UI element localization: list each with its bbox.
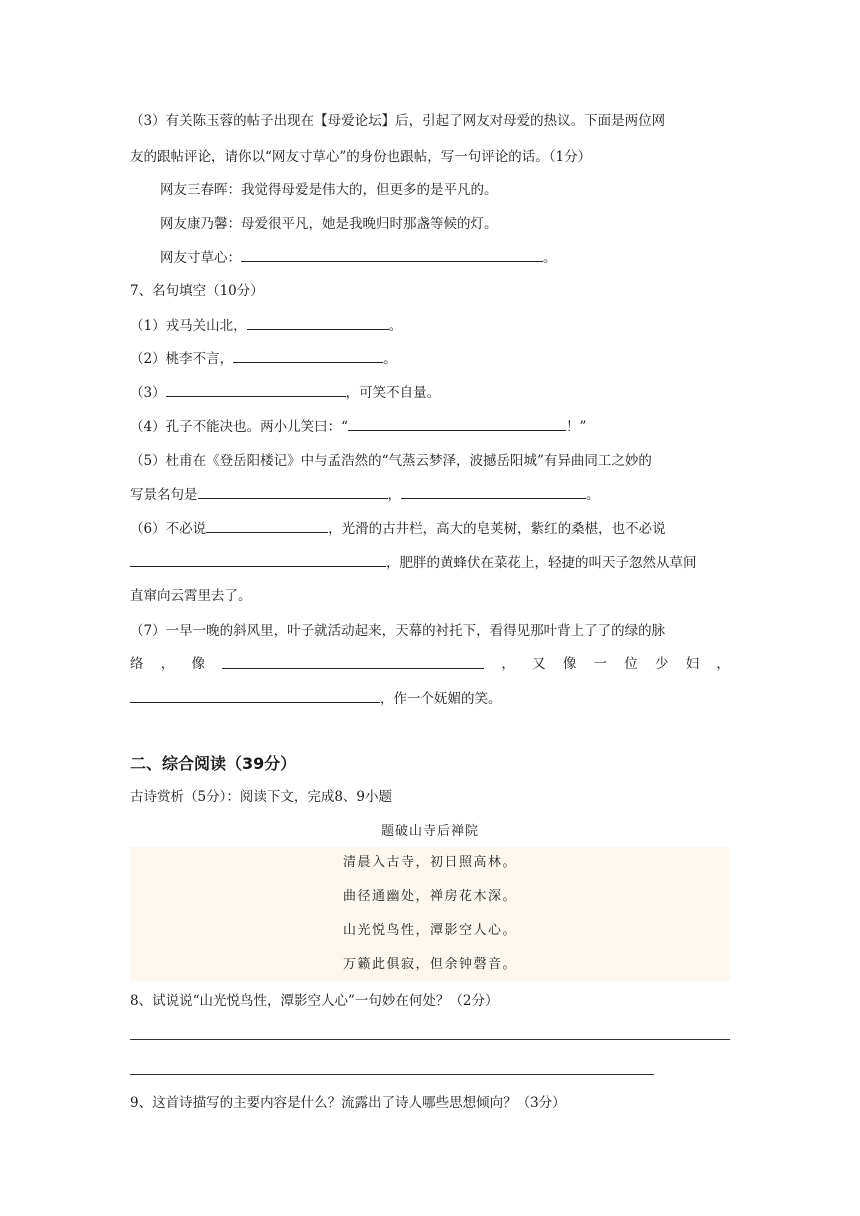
answer-blank[interactable] xyxy=(401,484,586,499)
q3-comment-3 xyxy=(160,247,557,268)
q7-item-7-char: 一 xyxy=(593,656,608,672)
q7-item-7-line-1: （7）一早一晚的斜风里，叶子就活动起来，天幕的衬托下，看得见那叶背上了了的绿的脉 xyxy=(130,623,666,639)
q7-item-1-end: 。 xyxy=(388,318,403,334)
q7-item-7-char: 少 xyxy=(654,656,669,672)
q7-item-5-line-2 xyxy=(130,484,600,505)
answer-blank[interactable] xyxy=(166,382,346,397)
answer-blank[interactable] xyxy=(198,484,388,499)
q7-item-6-line-2 xyxy=(130,552,697,573)
q7-item-7-text: ，作一个妩媚的笑。 xyxy=(380,691,502,707)
q7-item-3-text: ，可笑不自量。 xyxy=(345,385,441,401)
q7-item-7-char: 妇 xyxy=(685,656,700,672)
q7-item-7-line-2 xyxy=(130,654,730,674)
q8-question: 8、试说说“山光悦鸟性，潭影空人心”一句妙在何处？（2分） xyxy=(130,993,499,1009)
poem-line-3: 山光悦鸟性，潭影空人心。 xyxy=(342,923,517,938)
poem-title: 题破山寺后禅院 xyxy=(380,824,479,839)
q7-item-5-comma: ， xyxy=(387,487,401,503)
q7-item-2-end: 。 xyxy=(383,351,397,367)
q9-question: 9、这首诗描写的主要内容是什么？流露出了诗人哪些思想倾向？（3分） xyxy=(130,1095,566,1111)
q7-item-1-text: （1）戎马关山北， xyxy=(130,318,247,334)
q7-item-4-text: （4）孔子不能决也。两小儿笑曰：“ xyxy=(130,419,348,435)
q7-item-7-line-3 xyxy=(130,688,502,709)
q7-item-5-text: 写景名句是 xyxy=(130,487,198,503)
answer-blank[interactable] xyxy=(233,348,383,363)
q7-item-6-line-3: 直窜向云霄里去了。 xyxy=(130,588,252,604)
poem-line-2: 曲径通幽处，禅房花木深。 xyxy=(342,889,517,904)
q3-comment-3-end: 。 xyxy=(543,250,557,266)
q7-item-6-text-2: ，肥胖的黄蜂伏在菜花上，轻捷的叫天子忽然从草间 xyxy=(386,555,697,571)
answer-blank[interactable] xyxy=(130,552,386,567)
section-2-title: 二、综合阅读（39分） xyxy=(130,754,297,773)
q3-comment-1: 网友三春晖：我觉得母爱是伟大的，但更多的是平凡的。 xyxy=(160,182,498,198)
q7-item-5-line-1: （5）杜甫在《登岳阳楼记》中与孟浩然的“气蒸云梦泽，波撼岳阳城”有异曲同工之妙的 xyxy=(130,453,652,469)
q7-item-3 xyxy=(130,382,440,403)
q8-answer-line-1[interactable] xyxy=(130,1039,730,1040)
q7-item-6-text: ，光滑的古井栏，高大的皂荚树，紫红的桑椹，也不必说 xyxy=(328,521,666,537)
q7-item-7-char: 位 xyxy=(624,656,638,672)
answer-blank[interactable] xyxy=(222,654,484,669)
q7-item-2 xyxy=(130,348,397,369)
poem-line-4: 万籁此俱寂，但余钟磬音。 xyxy=(342,957,517,972)
q7-item-4-end: ！” xyxy=(566,419,587,435)
q7-item-4 xyxy=(130,416,586,437)
q3-line-2: 友的跟帖评论，请你以“网友寸草心”的身份也跟帖，写一句评论的话。（1分） xyxy=(130,149,592,165)
q7-item-7-char: 像 xyxy=(191,656,205,672)
poem-line-1: 清晨入古寺，初日照高林。 xyxy=(342,855,517,870)
answer-blank[interactable] xyxy=(206,518,328,533)
answer-blank[interactable] xyxy=(130,688,380,703)
q7-item-7-char: 又 xyxy=(532,656,546,672)
q7-item-2-text: （2）桃李不言， xyxy=(130,351,234,367)
q7-title: 7、名句填空（10分） xyxy=(130,283,264,299)
q7-item-1 xyxy=(130,315,402,336)
q3-line-1: （3）有关陈玉蓉的帖子出现在【母爱论坛】后，引起了网友对母爱的热议。下面是两位网 xyxy=(130,113,666,129)
q3-comment-2: 网友康乃馨：母爱很平凡，她是我晚归时那盏等候的灯。 xyxy=(160,216,498,232)
q7-item-5-end: 。 xyxy=(586,487,600,503)
section-2-intro: 古诗赏析（5分）：阅读下文，完成8、9小题 xyxy=(130,789,393,805)
q7-item-7-char: ， xyxy=(716,656,730,672)
answer-blank[interactable] xyxy=(241,247,543,262)
poem-box xyxy=(130,847,730,981)
q7-item-7-char: 像 xyxy=(562,656,577,672)
q7-item-7-char: 络 xyxy=(130,656,144,672)
q3-comment-3-label: 网友寸草心： xyxy=(160,250,241,266)
q8-answer-line-2[interactable] xyxy=(130,1074,654,1075)
q7-item-6-label: （6）不必说 xyxy=(130,521,207,537)
q7-item-7-char: ， xyxy=(160,656,175,672)
q7-item-3-label: （3） xyxy=(130,385,166,401)
answer-blank[interactable] xyxy=(348,416,566,431)
answer-blank[interactable] xyxy=(247,315,389,330)
q7-item-7-char: ， xyxy=(501,656,515,672)
q7-item-6-line-1 xyxy=(130,518,666,539)
